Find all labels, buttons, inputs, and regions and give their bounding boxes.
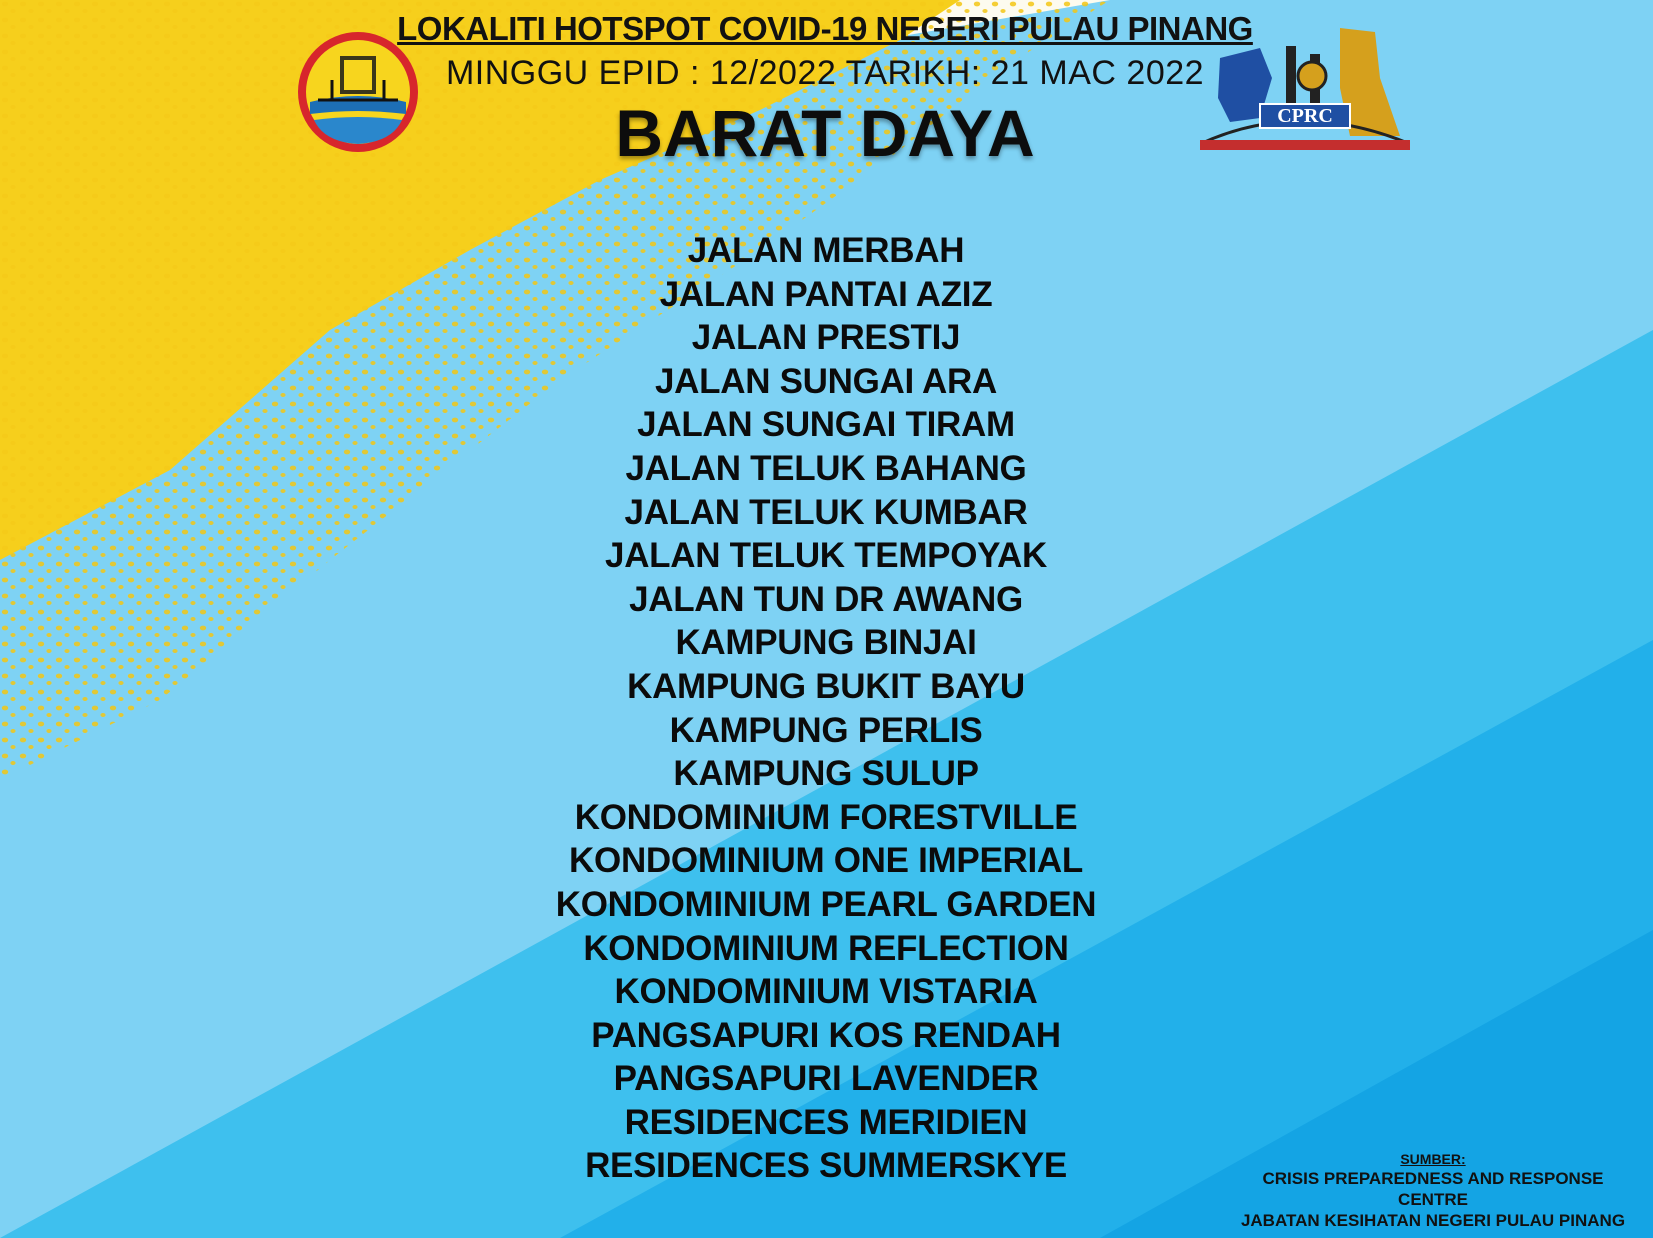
list-item: KAMPUNG SULUP [673, 754, 979, 794]
source-line: CRISIS PREPAREDNESS AND RESPONSE [1262, 1169, 1604, 1188]
list-item: KONDOMINIUM FORESTVILLE [574, 797, 1078, 837]
list-item: RESIDENCES SUMMERSKYE [585, 1146, 1067, 1186]
list-item: KONDOMINIUM VISTARIA [614, 972, 1038, 1012]
list-item: PANGSAPURI LAVENDER [613, 1059, 1039, 1099]
list-item: JALAN MERBAH [687, 231, 965, 270]
list-item: JALAN PANTAI AZIZ [659, 274, 993, 314]
list-item: KONDOMINIUM ONE IMPERIAL [569, 841, 1083, 881]
list-item: JALAN TUN DR AWANG [629, 579, 1023, 619]
list-item: JALAN TELUK KUMBAR [624, 492, 1028, 532]
list-item: KONDOMINIUM REFLECTION [583, 928, 1069, 968]
list-item: KAMPUNG BINJAI [675, 623, 977, 663]
list-item: JALAN SUNGAI ARA [655, 361, 997, 401]
list-item: RESIDENCES MERIDIEN [624, 1102, 1028, 1142]
source-line: JABATAN KESIHATAN NEGERI PULAU PINANG [1240, 1211, 1626, 1230]
list-item: KAMPUNG PERLIS [669, 710, 983, 750]
header [300, 0, 1350, 171]
district-heading: BARAT DAYA [615, 96, 1035, 170]
source-credit [1228, 1150, 1638, 1231]
list-item: JALAN TELUK TEMPOYAK [605, 536, 1047, 576]
list-item: KONDOMINIUM PEARL GARDEN [555, 884, 1097, 924]
page-title: LOKALITI HOTSPOT COVID-19 NEGERI PULAU PINANG [397, 10, 1253, 47]
source-line: CENTRE [1398, 1190, 1468, 1209]
list-item: JALAN PRESTIJ [691, 318, 961, 358]
list-item: KAMPUNG BUKIT BAYU [627, 666, 1025, 706]
list-item: JALAN TELUK BAHANG [625, 448, 1027, 488]
source-label: SUMBER: [1400, 1151, 1466, 1167]
cprc-logo-text: CPRC [1277, 105, 1333, 127]
locality-list [426, 229, 1226, 1188]
epid-week-date: MINGGU EPID : 12/2022 TARIKH: 21 MAC 2022 [445, 54, 1205, 92]
list-item: JALAN SUNGAI TIRAM [637, 405, 1015, 445]
list-item: PANGSAPURI KOS RENDAH [591, 1015, 1061, 1055]
